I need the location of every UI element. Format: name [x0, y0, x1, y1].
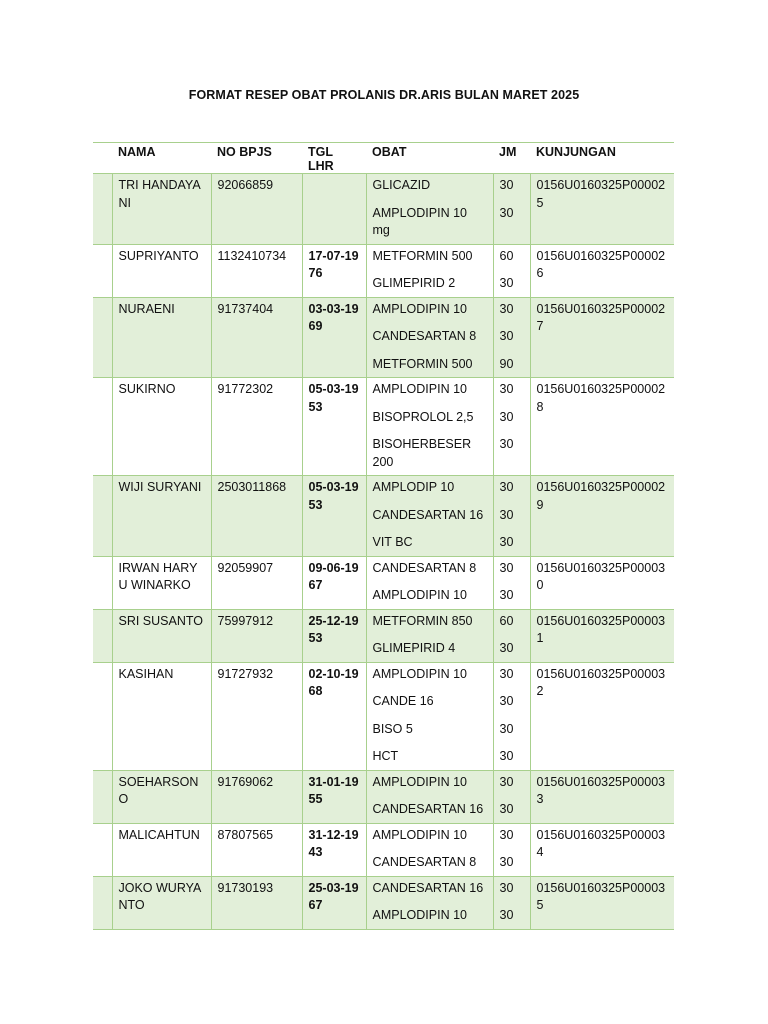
kunjungan-cell: 0156U0160325P000025: [530, 174, 674, 245]
jm-cell-line: 30: [499, 205, 514, 220]
nama-cell: SOEHARSONO: [112, 770, 211, 823]
header-kunjungan: KUNJUNGAN: [530, 143, 674, 174]
jm-cell-line: 90: [499, 356, 514, 371]
no-bpjs-cell: 1132410734: [211, 244, 302, 297]
jm-cell-line: 30: [499, 437, 514, 451]
kunjungan-cell: 0156U0160325P000032: [530, 662, 674, 770]
obat-cell-line: HCT: [372, 749, 399, 763]
nama-cell: SRI SUSANTO: [112, 609, 211, 662]
jm-cell: [493, 609, 530, 662]
jm-cell: [493, 244, 530, 297]
obat-cell-line: GLIMEPIRID 2: [372, 276, 456, 290]
row-index-cell: [93, 244, 112, 297]
jm-cell-line: 30: [499, 694, 514, 708]
jm-cell-line: 60: [499, 613, 514, 628]
nama-cell: NURAENI: [112, 297, 211, 378]
table-header-row: [93, 143, 674, 174]
obat-cell-line: AMPLODIPIN 10: [372, 301, 467, 316]
table-row: [93, 662, 674, 770]
obat-cell-line: BISOPROLOL 2,5: [372, 409, 474, 424]
header-jm: JM: [493, 143, 530, 174]
tgl-lhr-cell: 03-03-1969: [302, 297, 366, 378]
header-tgl-lhr: TGL LHR: [302, 143, 366, 174]
jm-cell-line: 30: [499, 666, 514, 681]
document-title: FORMAT RESEP OBAT PROLANIS DR.ARIS BULAN MARET 2025: [188, 88, 580, 102]
kunjungan-cell: 0156U0160325P000026: [530, 244, 674, 297]
table-row: [93, 476, 674, 557]
jm-cell-line: 30: [499, 641, 514, 655]
jm-cell: [493, 476, 530, 557]
obat-cell-line: AMPLODIPIN 10: [372, 908, 467, 922]
kunjungan-cell: 0156U0160325P000035: [530, 876, 674, 929]
tgl-lhr-cell: 05-03-1953: [302, 476, 366, 557]
obat-cell: [366, 662, 493, 770]
tgl-lhr-cell: 05-03-1953: [302, 378, 366, 476]
row-index-cell: [93, 609, 112, 662]
table-row: [93, 556, 674, 609]
obat-cell-line: AMPLODIPIN 10: [372, 382, 467, 396]
table-row: [93, 823, 674, 876]
obat-cell: [366, 476, 493, 557]
table-row: [93, 244, 674, 297]
obat-cell-line: VIT BC: [372, 535, 413, 549]
jm-cell-line: 30: [499, 329, 514, 343]
jm-cell: [493, 556, 530, 609]
row-index-cell: [93, 823, 112, 876]
obat-cell: [366, 876, 493, 929]
kunjungan-cell: 0156U0160325P000031: [530, 609, 674, 662]
nama-cell: SUPRIYANTO: [112, 244, 211, 297]
no-bpjs-cell: 75997912: [211, 609, 302, 662]
obat-cell-line: BISOHERBESER 200: [372, 437, 472, 469]
obat-cell: [366, 823, 493, 876]
table-row: [93, 297, 674, 378]
kunjungan-cell: 0156U0160325P000028: [530, 378, 674, 476]
obat-cell-line: AMPLODIP 10: [372, 480, 455, 494]
no-bpjs-cell: 2503011868: [211, 476, 302, 557]
no-bpjs-cell: 87807565: [211, 823, 302, 876]
row-index-cell: [93, 174, 112, 245]
obat-cell-line: CANDESARTAN 8: [372, 329, 477, 343]
obat-cell: [366, 378, 493, 476]
nama-cell: SUKIRNO: [112, 378, 211, 476]
obat-cell-line: AMPLODIPIN 10: [372, 666, 467, 681]
obat-cell: [366, 609, 493, 662]
row-index-cell: [93, 378, 112, 476]
nama-cell: TRI HANDAYA NI: [112, 174, 211, 245]
obat-cell-line: AMPLODIPIN 10: [372, 588, 467, 602]
kunjungan-cell: 0156U0160325P000034: [530, 823, 674, 876]
jm-cell-line: 30: [499, 535, 514, 549]
jm-cell-line: 30: [499, 827, 514, 842]
kunjungan-cell: 0156U0160325P000033: [530, 770, 674, 823]
obat-cell: [366, 174, 493, 245]
no-bpjs-cell: 91772302: [211, 378, 302, 476]
row-index-cell: [93, 662, 112, 770]
jm-cell-line: 30: [499, 301, 514, 316]
tgl-lhr-cell: 31-01-1955: [302, 770, 366, 823]
no-bpjs-cell: 91769062: [211, 770, 302, 823]
obat-cell-line: METFORMIN 500: [372, 356, 473, 371]
row-index-cell: [93, 770, 112, 823]
kunjungan-cell: 0156U0160325P000027: [530, 297, 674, 378]
jm-cell: [493, 378, 530, 476]
jm-cell: [493, 823, 530, 876]
no-bpjs-cell: 92066859: [211, 174, 302, 245]
jm-cell-line: 30: [499, 409, 514, 424]
table-row: [93, 876, 674, 929]
row-index-cell: [93, 556, 112, 609]
jm-cell-line: 30: [499, 749, 514, 763]
kunjungan-cell: 0156U0160325P000029: [530, 476, 674, 557]
tgl-lhr-cell: 25-12-1953: [302, 609, 366, 662]
nama-cell: JOKO WURYA NTO: [112, 876, 211, 929]
header-nama: NAMA: [112, 143, 211, 174]
obat-cell-line: CANDESARTAN 16: [372, 507, 484, 522]
obat-cell-line: AMPLODIPIN 10: [372, 774, 467, 789]
jm-cell-line: 30: [499, 178, 514, 192]
header-obat: OBAT: [366, 143, 493, 174]
jm-cell-line: 30: [499, 507, 514, 522]
jm-cell-line: 30: [499, 276, 514, 290]
tgl-lhr-cell: 09-06-1967: [302, 556, 366, 609]
jm-cell-line: 30: [499, 721, 514, 736]
obat-cell-line: GLICAZID: [372, 178, 431, 192]
table-row: [93, 174, 674, 245]
obat-cell-line: CANDESARTAN 8: [372, 560, 477, 575]
jm-cell-line: 60: [499, 248, 514, 263]
nama-cell: WIJI SURYANI: [112, 476, 211, 557]
jm-cell: [493, 662, 530, 770]
row-index-cell: [93, 297, 112, 378]
obat-cell: [366, 297, 493, 378]
table-body: [93, 174, 674, 930]
kunjungan-cell: 0156U0160325P000030: [530, 556, 674, 609]
jm-cell-line: 30: [499, 880, 514, 895]
obat-cell-line: AMPLODIPIN 10 mg: [372, 205, 467, 237]
tgl-lhr-cell: [302, 174, 366, 245]
tgl-lhr-cell: 02-10-1968: [302, 662, 366, 770]
jm-cell-line: 30: [499, 588, 514, 602]
table-row: [93, 609, 674, 662]
obat-cell-line: METFORMIN 850: [372, 613, 473, 628]
obat-cell-line: BISO 5: [372, 721, 413, 736]
nama-cell: IRWAN HARYU WINARKO: [112, 556, 211, 609]
no-bpjs-cell: 91727932: [211, 662, 302, 770]
prescription-table: [93, 142, 674, 930]
table-row: [93, 770, 674, 823]
no-bpjs-cell: 91737404: [211, 297, 302, 378]
obat-cell: [366, 770, 493, 823]
jm-cell-line: 30: [499, 382, 514, 396]
tgl-lhr-cell: 25-03-1967: [302, 876, 366, 929]
obat-cell-line: GLIMEPIRID 4: [372, 641, 456, 655]
jm-cell-line: 30: [499, 802, 514, 816]
row-index-cell: [93, 476, 112, 557]
jm-cell: [493, 876, 530, 929]
obat-cell-line: CANDESARTAN 16: [372, 802, 484, 816]
tgl-lhr-cell: 31-12-1943: [302, 823, 366, 876]
jm-cell: [493, 174, 530, 245]
table-row: [93, 378, 674, 476]
obat-cell-line: CANDE 16: [372, 694, 434, 708]
tgl-lhr-cell: 17-07-1976: [302, 244, 366, 297]
header-index: [93, 143, 112, 174]
obat-cell: [366, 244, 493, 297]
obat-cell-line: METFORMIN 500: [372, 248, 473, 263]
obat-cell-line: CANDESARTAN 8: [372, 855, 477, 869]
obat-cell-line: CANDESARTAN 16: [372, 880, 484, 895]
obat-cell-line: AMPLODIPIN 10: [372, 827, 467, 842]
obat-cell: [366, 556, 493, 609]
jm-cell-line: 30: [499, 774, 514, 789]
no-bpjs-cell: 91730193: [211, 876, 302, 929]
jm-cell-line: 30: [499, 560, 514, 575]
row-index-cell: [93, 876, 112, 929]
header-no-bpjs: NO BPJS: [211, 143, 302, 174]
jm-cell: [493, 770, 530, 823]
jm-cell-line: 30: [499, 908, 514, 922]
no-bpjs-cell: 92059907: [211, 556, 302, 609]
jm-cell: [493, 297, 530, 378]
nama-cell: KASIHAN: [112, 662, 211, 770]
jm-cell-line: 30: [499, 480, 514, 494]
nama-cell: MALICAHTUN: [112, 823, 211, 876]
jm-cell-line: 30: [499, 855, 514, 869]
